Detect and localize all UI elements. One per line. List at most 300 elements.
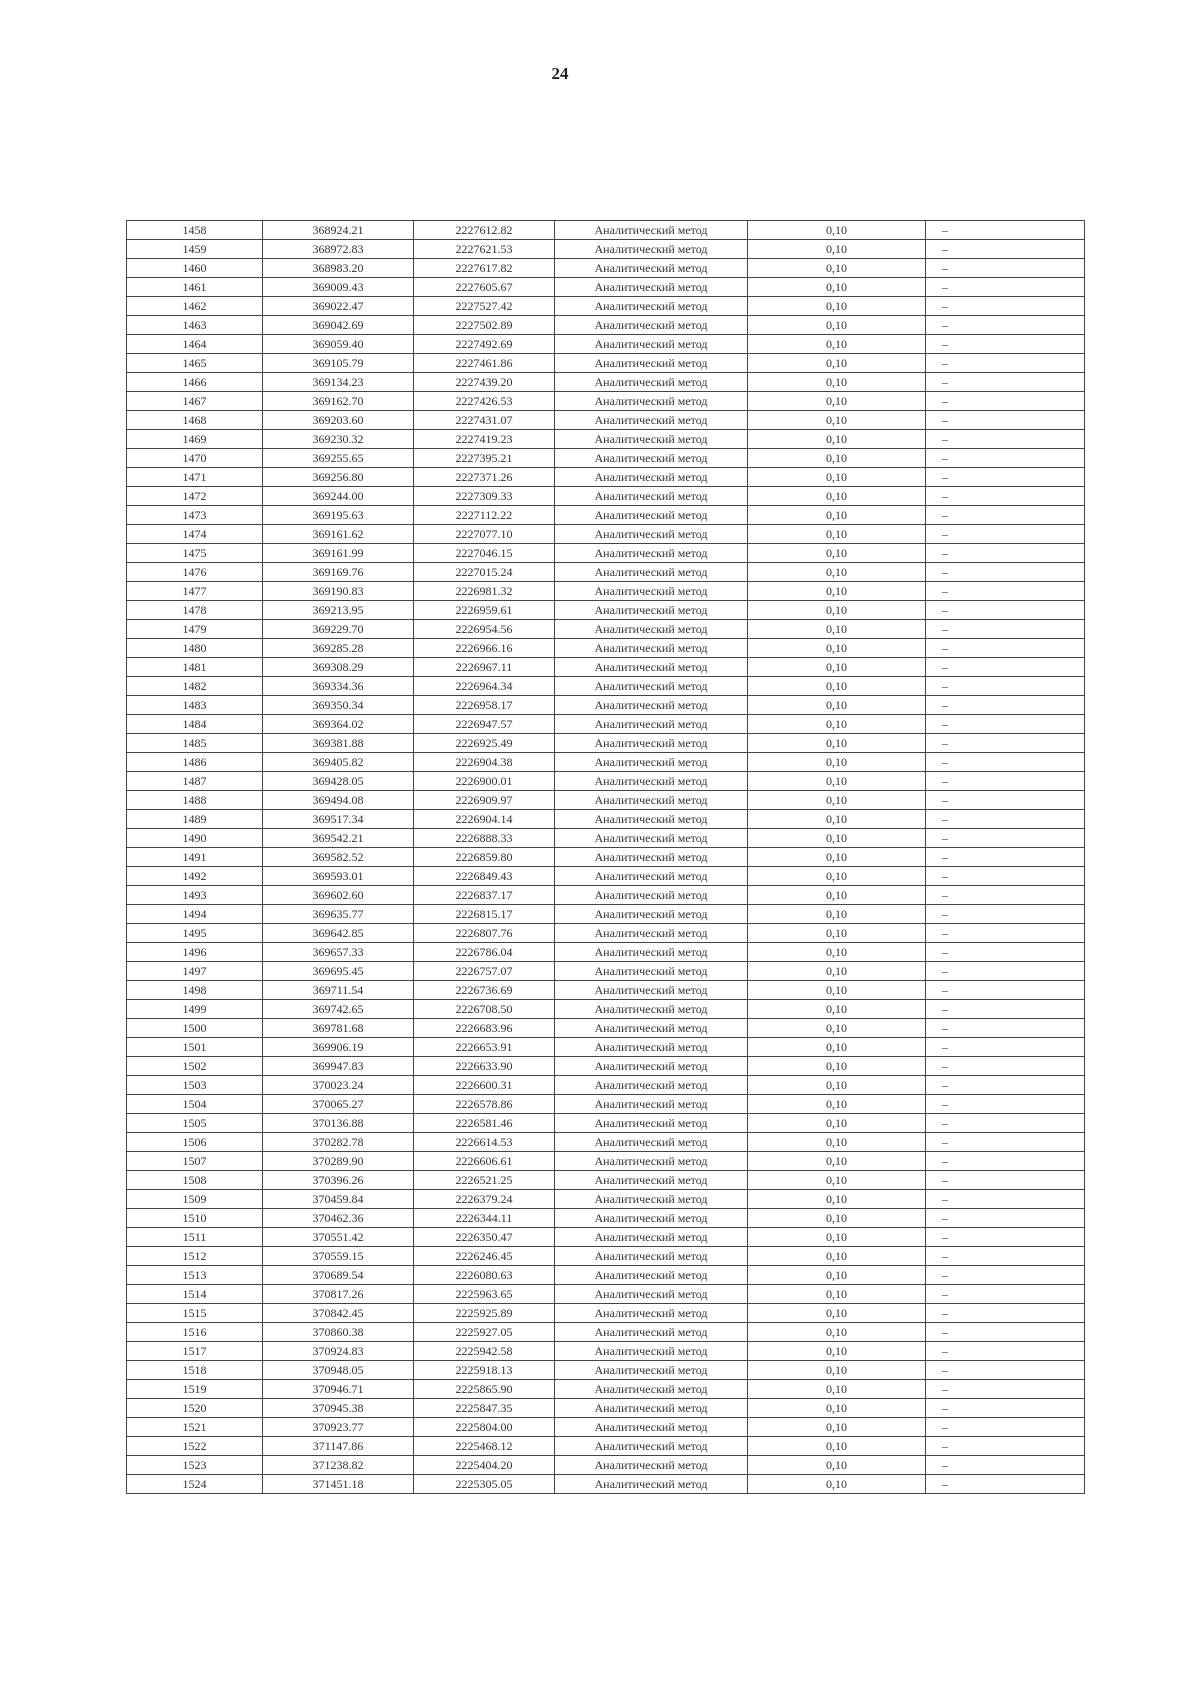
x-coordinate-cell: 369405.82 xyxy=(263,753,414,772)
method-cell: Аналитический метод xyxy=(555,373,748,392)
y-coordinate-cell: 2226521.25 xyxy=(414,1171,555,1190)
point-number-cell: 1521 xyxy=(127,1418,263,1437)
accuracy-cell: 0,10 xyxy=(748,354,926,373)
table-row xyxy=(127,1152,1085,1171)
point-number-cell: 1503 xyxy=(127,1076,263,1095)
accuracy-cell: 0,10 xyxy=(748,1342,926,1361)
accuracy-cell: 0,10 xyxy=(748,449,926,468)
note-cell: – xyxy=(926,791,1085,810)
accuracy-cell: 0,10 xyxy=(748,1266,926,1285)
note-cell: – xyxy=(926,1228,1085,1247)
method-cell: Аналитический метод xyxy=(555,506,748,525)
point-number-cell: 1501 xyxy=(127,1038,263,1057)
table-row xyxy=(127,981,1085,1000)
accuracy-cell: 0,10 xyxy=(748,791,926,810)
accuracy-cell: 0,10 xyxy=(748,867,926,886)
accuracy-cell: 0,10 xyxy=(748,810,926,829)
note-cell: – xyxy=(926,1399,1085,1418)
x-coordinate-cell: 371147.86 xyxy=(263,1437,414,1456)
point-number-cell: 1515 xyxy=(127,1304,263,1323)
x-coordinate-cell: 370923.77 xyxy=(263,1418,414,1437)
accuracy-cell: 0,10 xyxy=(748,392,926,411)
note-cell: – xyxy=(926,848,1085,867)
method-cell: Аналитический метод xyxy=(555,1418,748,1437)
x-coordinate-cell: 369161.99 xyxy=(263,544,414,563)
y-coordinate-cell: 2226633.90 xyxy=(414,1057,555,1076)
point-number-cell: 1461 xyxy=(127,278,263,297)
y-coordinate-cell: 2226350.47 xyxy=(414,1228,555,1247)
point-number-cell: 1496 xyxy=(127,943,263,962)
table-row xyxy=(127,1323,1085,1342)
note-cell: – xyxy=(926,829,1085,848)
accuracy-cell: 0,10 xyxy=(748,373,926,392)
table-row xyxy=(127,867,1085,886)
x-coordinate-cell: 369711.54 xyxy=(263,981,414,1000)
x-coordinate-cell: 370289.90 xyxy=(263,1152,414,1171)
point-number-cell: 1523 xyxy=(127,1456,263,1475)
method-cell: Аналитический метод xyxy=(555,829,748,848)
table-row xyxy=(127,943,1085,962)
x-coordinate-cell: 369350.34 xyxy=(263,696,414,715)
accuracy-cell: 0,10 xyxy=(748,297,926,316)
table-row xyxy=(127,1228,1085,1247)
accuracy-cell: 0,10 xyxy=(748,1038,926,1057)
y-coordinate-cell: 2226653.91 xyxy=(414,1038,555,1057)
method-cell: Аналитический метод xyxy=(555,259,748,278)
y-coordinate-cell: 2227502.89 xyxy=(414,316,555,335)
method-cell: Аналитический метод xyxy=(555,1247,748,1266)
method-cell: Аналитический метод xyxy=(555,1038,748,1057)
y-coordinate-cell: 2226581.46 xyxy=(414,1114,555,1133)
table-row xyxy=(127,373,1085,392)
method-cell: Аналитический метод xyxy=(555,449,748,468)
accuracy-cell: 0,10 xyxy=(748,639,926,658)
method-cell: Аналитический метод xyxy=(555,1304,748,1323)
table-row xyxy=(127,411,1085,430)
method-cell: Аналитический метод xyxy=(555,468,748,487)
method-cell: Аналитический метод xyxy=(555,1057,748,1076)
accuracy-cell: 0,10 xyxy=(748,772,926,791)
x-coordinate-cell: 370551.42 xyxy=(263,1228,414,1247)
x-coordinate-cell: 369162.70 xyxy=(263,392,414,411)
method-cell: Аналитический метод xyxy=(555,943,748,962)
accuracy-cell: 0,10 xyxy=(748,316,926,335)
accuracy-cell: 0,10 xyxy=(748,1418,926,1437)
table-row xyxy=(127,1190,1085,1209)
accuracy-cell: 0,10 xyxy=(748,1361,926,1380)
table-row xyxy=(127,1019,1085,1038)
method-cell: Аналитический метод xyxy=(555,335,748,354)
note-cell: – xyxy=(926,924,1085,943)
table-row xyxy=(127,525,1085,544)
method-cell: Аналитический метод xyxy=(555,1114,748,1133)
note-cell: – xyxy=(926,1323,1085,1342)
method-cell: Аналитический метод xyxy=(555,278,748,297)
note-cell: – xyxy=(926,715,1085,734)
table-row xyxy=(127,1057,1085,1076)
point-number-cell: 1476 xyxy=(127,563,263,582)
point-number-cell: 1485 xyxy=(127,734,263,753)
note-cell: – xyxy=(926,734,1085,753)
x-coordinate-cell: 370860.38 xyxy=(263,1323,414,1342)
y-coordinate-cell: 2227395.21 xyxy=(414,449,555,468)
method-cell: Аналитический метод xyxy=(555,848,748,867)
accuracy-cell: 0,10 xyxy=(748,563,926,582)
method-cell: Аналитический метод xyxy=(555,411,748,430)
table-row xyxy=(127,829,1085,848)
accuracy-cell: 0,10 xyxy=(748,924,926,943)
table-row xyxy=(127,1209,1085,1228)
method-cell: Аналитический метод xyxy=(555,1437,748,1456)
point-number-cell: 1506 xyxy=(127,1133,263,1152)
y-coordinate-cell: 2225925.89 xyxy=(414,1304,555,1323)
table-row xyxy=(127,1038,1085,1057)
method-cell: Аналитический метод xyxy=(555,1095,748,1114)
table-row xyxy=(127,1399,1085,1418)
y-coordinate-cell: 2226606.61 xyxy=(414,1152,555,1171)
x-coordinate-cell: 369285.28 xyxy=(263,639,414,658)
y-coordinate-cell: 2225918.13 xyxy=(414,1361,555,1380)
table-row xyxy=(127,715,1085,734)
method-cell: Аналитический метод xyxy=(555,886,748,905)
note-cell: – xyxy=(926,1418,1085,1437)
note-cell: – xyxy=(926,905,1085,924)
method-cell: Аналитический метод xyxy=(555,601,748,620)
note-cell: – xyxy=(926,411,1085,430)
accuracy-cell: 0,10 xyxy=(748,1285,926,1304)
point-number-cell: 1518 xyxy=(127,1361,263,1380)
note-cell: – xyxy=(926,1019,1085,1038)
y-coordinate-cell: 2227492.69 xyxy=(414,335,555,354)
point-number-cell: 1512 xyxy=(127,1247,263,1266)
table-row xyxy=(127,392,1085,411)
table-row xyxy=(127,1076,1085,1095)
y-coordinate-cell: 2226966.16 xyxy=(414,639,555,658)
method-cell: Аналитический метод xyxy=(555,772,748,791)
method-cell: Аналитический метод xyxy=(555,1133,748,1152)
point-number-cell: 1475 xyxy=(127,544,263,563)
x-coordinate-cell: 370817.26 xyxy=(263,1285,414,1304)
x-coordinate-cell: 370136.88 xyxy=(263,1114,414,1133)
note-cell: – xyxy=(926,1475,1085,1494)
note-cell: – xyxy=(926,221,1085,240)
accuracy-cell: 0,10 xyxy=(748,506,926,525)
note-cell: – xyxy=(926,639,1085,658)
x-coordinate-cell: 369059.40 xyxy=(263,335,414,354)
method-cell: Аналитический метод xyxy=(555,791,748,810)
table-row xyxy=(127,297,1085,316)
note-cell: – xyxy=(926,962,1085,981)
x-coordinate-cell: 369334.36 xyxy=(263,677,414,696)
note-cell: – xyxy=(926,696,1085,715)
y-coordinate-cell: 2226964.34 xyxy=(414,677,555,696)
x-coordinate-cell: 369105.79 xyxy=(263,354,414,373)
y-coordinate-cell: 2226600.31 xyxy=(414,1076,555,1095)
point-number-cell: 1469 xyxy=(127,430,263,449)
point-number-cell: 1484 xyxy=(127,715,263,734)
x-coordinate-cell: 370282.78 xyxy=(263,1133,414,1152)
method-cell: Аналитический метод xyxy=(555,525,748,544)
method-cell: Аналитический метод xyxy=(555,1019,748,1038)
table-row xyxy=(127,620,1085,639)
table-row xyxy=(127,354,1085,373)
x-coordinate-cell: 369635.77 xyxy=(263,905,414,924)
y-coordinate-cell: 2225865.90 xyxy=(414,1380,555,1399)
accuracy-cell: 0,10 xyxy=(748,962,926,981)
point-number-cell: 1474 xyxy=(127,525,263,544)
table-row xyxy=(127,544,1085,563)
accuracy-cell: 0,10 xyxy=(748,1171,926,1190)
x-coordinate-cell: 370559.15 xyxy=(263,1247,414,1266)
method-cell: Аналитический метод xyxy=(555,1171,748,1190)
y-coordinate-cell: 2226981.32 xyxy=(414,582,555,601)
y-coordinate-cell: 2227309.33 xyxy=(414,487,555,506)
note-cell: – xyxy=(926,373,1085,392)
x-coordinate-cell: 369517.34 xyxy=(263,810,414,829)
x-coordinate-cell: 370946.71 xyxy=(263,1380,414,1399)
note-cell: – xyxy=(926,525,1085,544)
note-cell: – xyxy=(926,1114,1085,1133)
point-number-cell: 1513 xyxy=(127,1266,263,1285)
table-row xyxy=(127,696,1085,715)
note-cell: – xyxy=(926,601,1085,620)
y-coordinate-cell: 2226757.07 xyxy=(414,962,555,981)
x-coordinate-cell: 369195.63 xyxy=(263,506,414,525)
table-row xyxy=(127,1247,1085,1266)
x-coordinate-cell: 369190.83 xyxy=(263,582,414,601)
y-coordinate-cell: 2227439.20 xyxy=(414,373,555,392)
table-row xyxy=(127,848,1085,867)
note-cell: – xyxy=(926,354,1085,373)
x-coordinate-cell: 371238.82 xyxy=(263,1456,414,1475)
point-number-cell: 1468 xyxy=(127,411,263,430)
note-cell: – xyxy=(926,1247,1085,1266)
point-number-cell: 1520 xyxy=(127,1399,263,1418)
x-coordinate-cell: 370065.27 xyxy=(263,1095,414,1114)
y-coordinate-cell: 2226837.17 xyxy=(414,886,555,905)
point-number-cell: 1463 xyxy=(127,316,263,335)
accuracy-cell: 0,10 xyxy=(748,411,926,430)
accuracy-cell: 0,10 xyxy=(748,259,926,278)
point-number-cell: 1497 xyxy=(127,962,263,981)
point-number-cell: 1522 xyxy=(127,1437,263,1456)
table-row xyxy=(127,335,1085,354)
note-cell: – xyxy=(926,677,1085,696)
accuracy-cell: 0,10 xyxy=(748,1057,926,1076)
method-cell: Аналитический метод xyxy=(555,1323,748,1342)
point-number-cell: 1482 xyxy=(127,677,263,696)
table-row xyxy=(127,221,1085,240)
point-number-cell: 1509 xyxy=(127,1190,263,1209)
method-cell: Аналитический метод xyxy=(555,810,748,829)
method-cell: Аналитический метод xyxy=(555,1285,748,1304)
method-cell: Аналитический метод xyxy=(555,677,748,696)
note-cell: – xyxy=(926,278,1085,297)
accuracy-cell: 0,10 xyxy=(748,1019,926,1038)
x-coordinate-cell: 369134.23 xyxy=(263,373,414,392)
x-coordinate-cell: 369364.02 xyxy=(263,715,414,734)
table-row xyxy=(127,240,1085,259)
method-cell: Аналитический метод xyxy=(555,962,748,981)
method-cell: Аналитический метод xyxy=(555,1190,748,1209)
point-number-cell: 1490 xyxy=(127,829,263,848)
note-cell: – xyxy=(926,886,1085,905)
accuracy-cell: 0,10 xyxy=(748,886,926,905)
accuracy-cell: 0,10 xyxy=(748,601,926,620)
point-number-cell: 1487 xyxy=(127,772,263,791)
table-row xyxy=(127,563,1085,582)
y-coordinate-cell: 2225847.35 xyxy=(414,1399,555,1418)
table-row xyxy=(127,772,1085,791)
note-cell: – xyxy=(926,1285,1085,1304)
y-coordinate-cell: 2227046.15 xyxy=(414,544,555,563)
note-cell: – xyxy=(926,392,1085,411)
note-cell: – xyxy=(926,772,1085,791)
y-coordinate-cell: 2226683.96 xyxy=(414,1019,555,1038)
table-row xyxy=(127,1342,1085,1361)
accuracy-cell: 0,10 xyxy=(748,677,926,696)
table-row xyxy=(127,1114,1085,1133)
method-cell: Аналитический метод xyxy=(555,1076,748,1095)
y-coordinate-cell: 2225942.58 xyxy=(414,1342,555,1361)
point-number-cell: 1480 xyxy=(127,639,263,658)
method-cell: Аналитический метод xyxy=(555,221,748,240)
accuracy-cell: 0,10 xyxy=(748,1190,926,1209)
accuracy-cell: 0,10 xyxy=(748,905,926,924)
x-coordinate-cell: 369022.47 xyxy=(263,297,414,316)
point-number-cell: 1465 xyxy=(127,354,263,373)
x-coordinate-cell: 369256.80 xyxy=(263,468,414,487)
point-number-cell: 1458 xyxy=(127,221,263,240)
point-number-cell: 1492 xyxy=(127,867,263,886)
note-cell: – xyxy=(926,981,1085,1000)
note-cell: – xyxy=(926,240,1085,259)
note-cell: – xyxy=(926,620,1085,639)
accuracy-cell: 0,10 xyxy=(748,1399,926,1418)
table-row xyxy=(127,582,1085,601)
accuracy-cell: 0,10 xyxy=(748,943,926,962)
note-cell: – xyxy=(926,335,1085,354)
accuracy-cell: 0,10 xyxy=(748,1456,926,1475)
accuracy-cell: 0,10 xyxy=(748,335,926,354)
x-coordinate-cell: 369657.33 xyxy=(263,943,414,962)
x-coordinate-cell: 369781.68 xyxy=(263,1019,414,1038)
note-cell: – xyxy=(926,1437,1085,1456)
y-coordinate-cell: 2226849.43 xyxy=(414,867,555,886)
y-coordinate-cell: 2226925.49 xyxy=(414,734,555,753)
point-number-cell: 1511 xyxy=(127,1228,263,1247)
method-cell: Аналитический метод xyxy=(555,430,748,449)
point-number-cell: 1495 xyxy=(127,924,263,943)
y-coordinate-cell: 2225468.12 xyxy=(414,1437,555,1456)
table-row xyxy=(127,1171,1085,1190)
x-coordinate-cell: 369244.00 xyxy=(263,487,414,506)
note-cell: – xyxy=(926,1076,1085,1095)
note-cell: – xyxy=(926,943,1085,962)
y-coordinate-cell: 2227112.22 xyxy=(414,506,555,525)
x-coordinate-cell: 369582.52 xyxy=(263,848,414,867)
point-number-cell: 1478 xyxy=(127,601,263,620)
accuracy-cell: 0,10 xyxy=(748,544,926,563)
x-coordinate-cell: 370023.24 xyxy=(263,1076,414,1095)
method-cell: Аналитический метод xyxy=(555,1152,748,1171)
accuracy-cell: 0,10 xyxy=(748,981,926,1000)
point-number-cell: 1508 xyxy=(127,1171,263,1190)
point-number-cell: 1491 xyxy=(127,848,263,867)
x-coordinate-cell: 369161.62 xyxy=(263,525,414,544)
method-cell: Аналитический метод xyxy=(555,1361,748,1380)
x-coordinate-cell: 370948.05 xyxy=(263,1361,414,1380)
table-row xyxy=(127,1475,1085,1494)
accuracy-cell: 0,10 xyxy=(748,1380,926,1399)
x-coordinate-cell: 369494.08 xyxy=(263,791,414,810)
y-coordinate-cell: 2225804.00 xyxy=(414,1418,555,1437)
x-coordinate-cell: 368983.20 xyxy=(263,259,414,278)
table-row xyxy=(127,601,1085,620)
accuracy-cell: 0,10 xyxy=(748,696,926,715)
note-cell: – xyxy=(926,582,1085,601)
method-cell: Аналитический метод xyxy=(555,354,748,373)
table-row xyxy=(127,1437,1085,1456)
accuracy-cell: 0,10 xyxy=(748,1247,926,1266)
accuracy-cell: 0,10 xyxy=(748,487,926,506)
x-coordinate-cell: 369742.65 xyxy=(263,1000,414,1019)
y-coordinate-cell: 2226947.57 xyxy=(414,715,555,734)
y-coordinate-cell: 2226904.38 xyxy=(414,753,555,772)
point-number-cell: 1477 xyxy=(127,582,263,601)
note-cell: – xyxy=(926,1171,1085,1190)
y-coordinate-cell: 2226246.45 xyxy=(414,1247,555,1266)
method-cell: Аналитический метод xyxy=(555,1000,748,1019)
method-cell: Аналитический метод xyxy=(555,867,748,886)
x-coordinate-cell: 369255.65 xyxy=(263,449,414,468)
method-cell: Аналитический метод xyxy=(555,487,748,506)
method-cell: Аналитический метод xyxy=(555,1209,748,1228)
x-coordinate-cell: 369230.32 xyxy=(263,430,414,449)
accuracy-cell: 0,10 xyxy=(748,1114,926,1133)
note-cell: – xyxy=(926,316,1085,335)
table-row xyxy=(127,430,1085,449)
table-row xyxy=(127,886,1085,905)
method-cell: Аналитический метод xyxy=(555,316,748,335)
note-cell: – xyxy=(926,1095,1085,1114)
point-number-cell: 1498 xyxy=(127,981,263,1000)
table-row xyxy=(127,905,1085,924)
y-coordinate-cell: 2226080.63 xyxy=(414,1266,555,1285)
y-coordinate-cell: 2226888.33 xyxy=(414,829,555,848)
point-number-cell: 1519 xyxy=(127,1380,263,1399)
point-number-cell: 1504 xyxy=(127,1095,263,1114)
table-row xyxy=(127,487,1085,506)
note-cell: – xyxy=(926,1342,1085,1361)
note-cell: – xyxy=(926,1190,1085,1209)
accuracy-cell: 0,10 xyxy=(748,734,926,753)
note-cell: – xyxy=(926,1209,1085,1228)
method-cell: Аналитический метод xyxy=(555,1266,748,1285)
y-coordinate-cell: 2226614.53 xyxy=(414,1133,555,1152)
note-cell: – xyxy=(926,544,1085,563)
note-cell: – xyxy=(926,1266,1085,1285)
note-cell: – xyxy=(926,810,1085,829)
y-coordinate-cell: 2227077.10 xyxy=(414,525,555,544)
page-number: 24 xyxy=(551,64,569,83)
x-coordinate-cell: 368924.21 xyxy=(263,221,414,240)
point-number-cell: 1467 xyxy=(127,392,263,411)
note-cell: – xyxy=(926,1000,1085,1019)
point-number-cell: 1489 xyxy=(127,810,263,829)
accuracy-cell: 0,10 xyxy=(748,1152,926,1171)
x-coordinate-cell: 369381.88 xyxy=(263,734,414,753)
